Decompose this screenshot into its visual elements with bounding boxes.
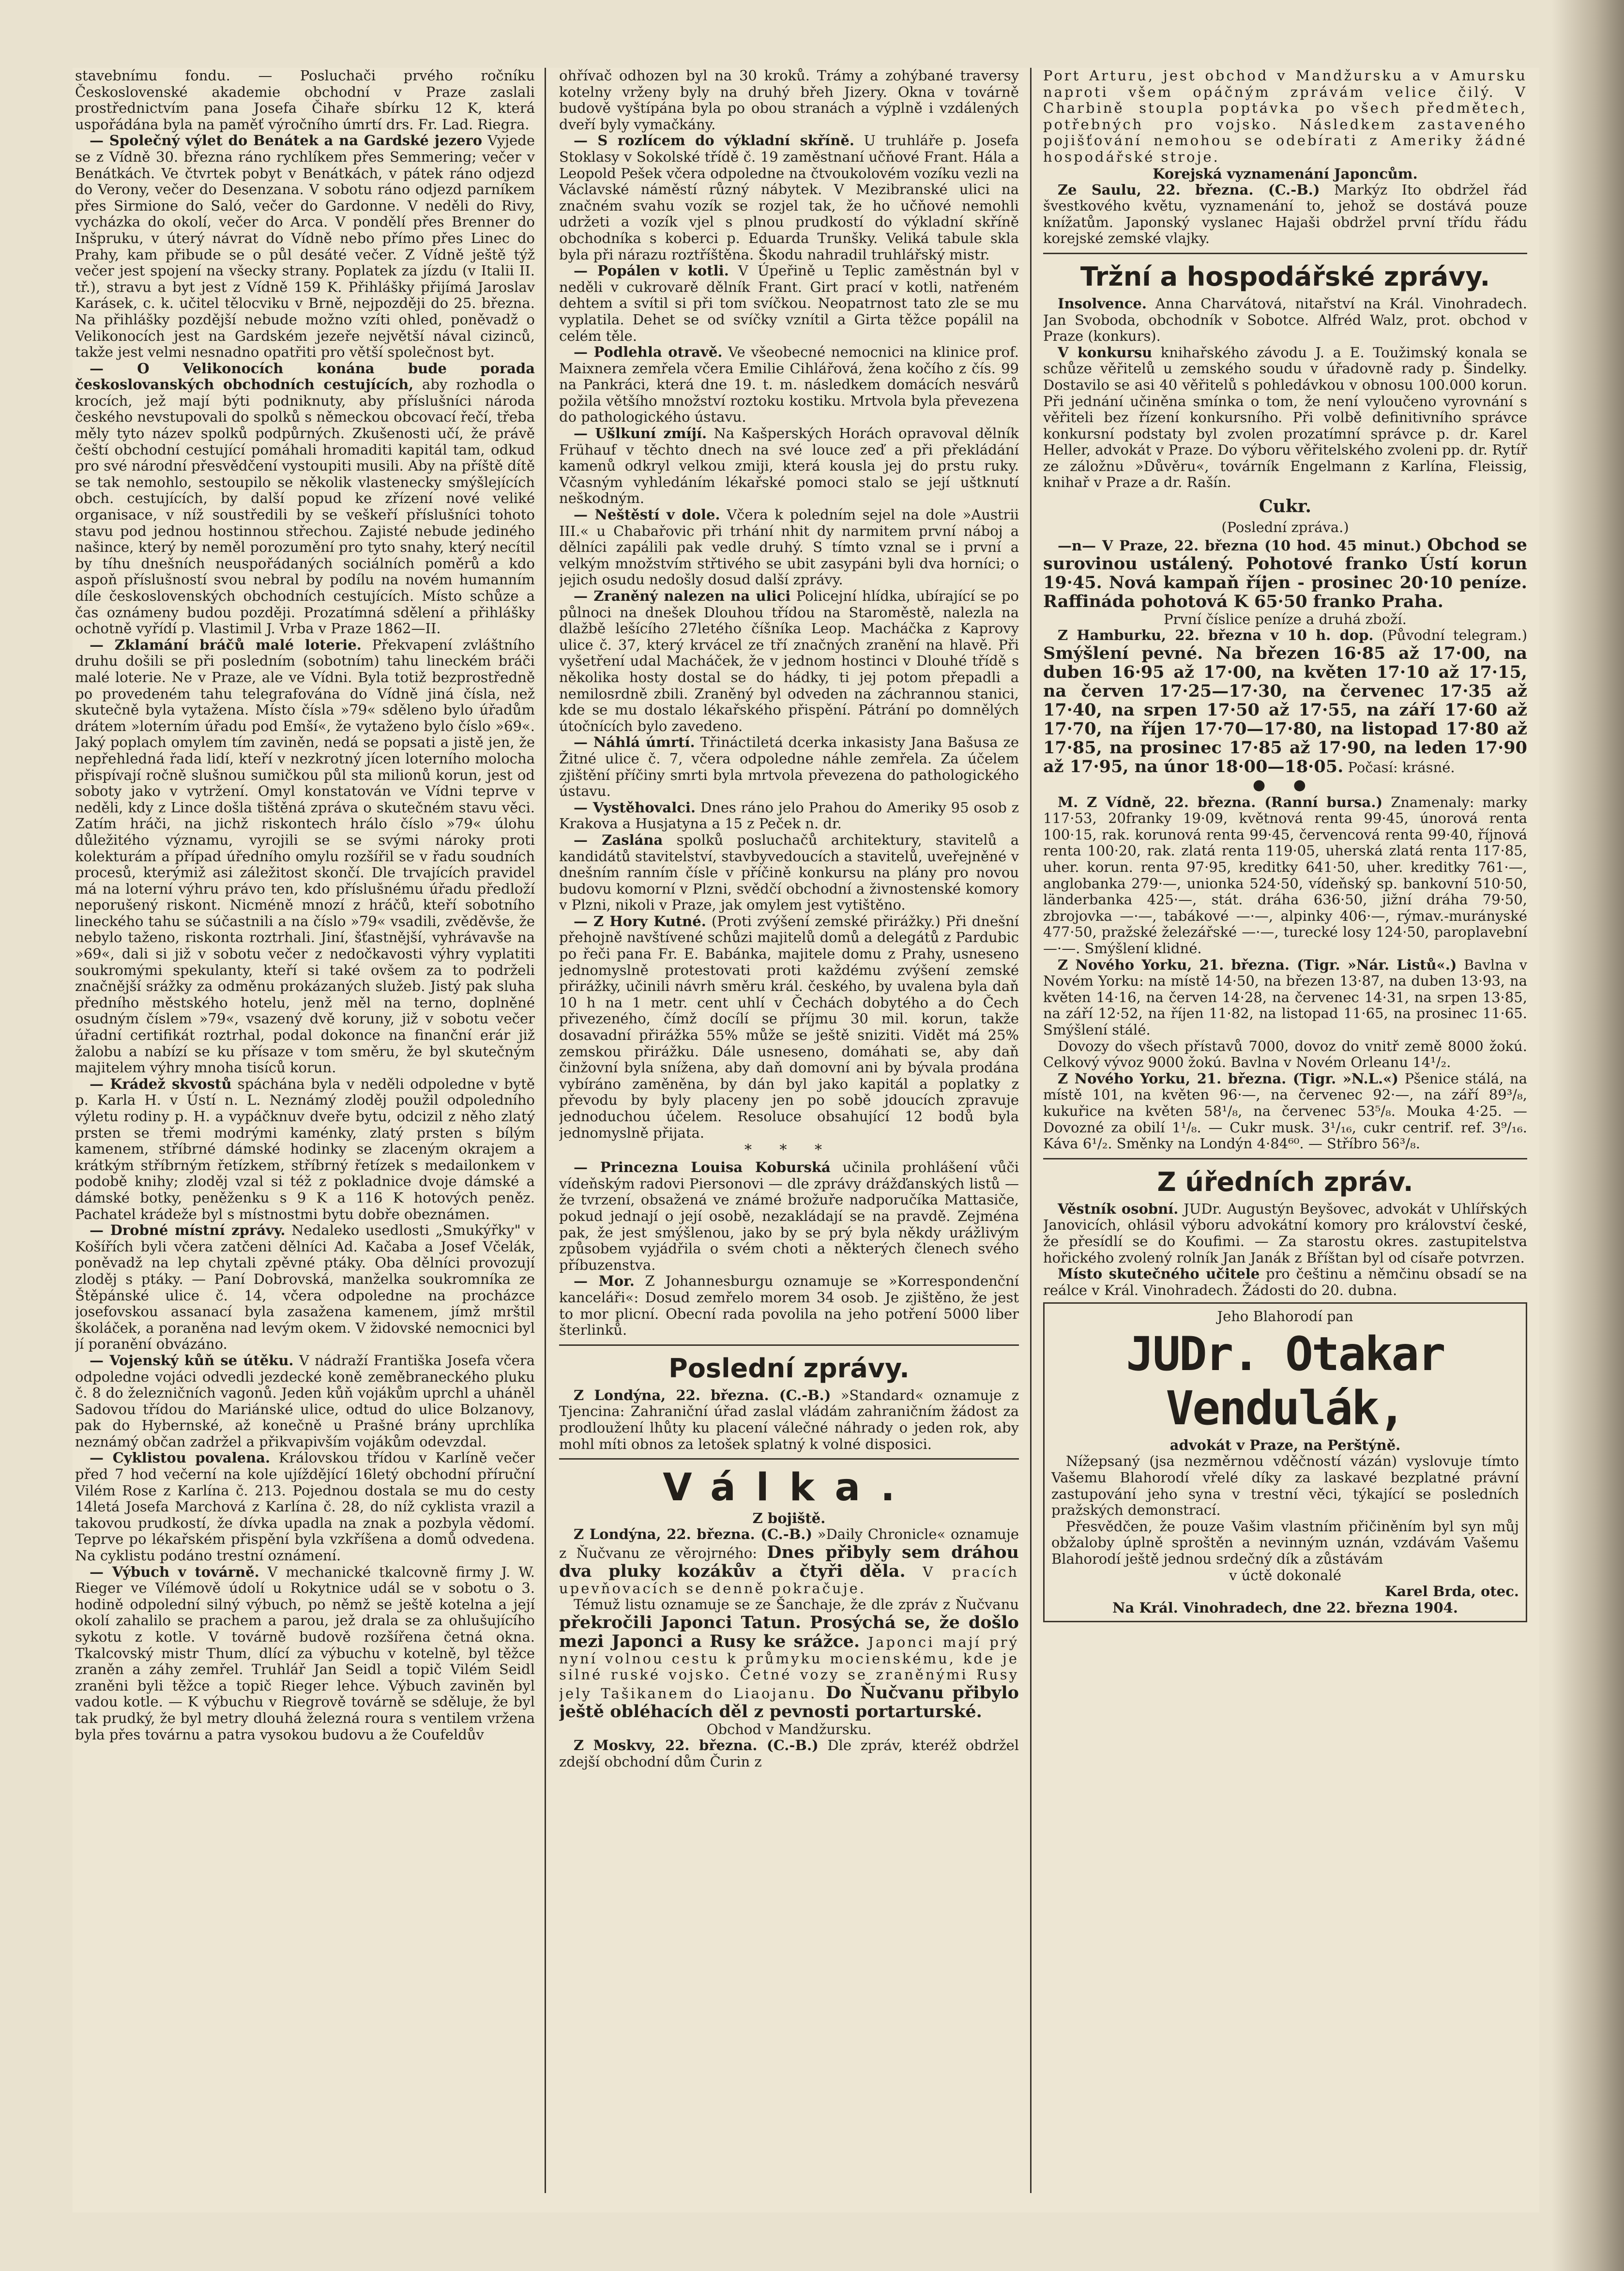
article-text: Dnes ráno jelo Prahou do Ameriky 95 osob z Krakova a Husjatyna a 15 z Peček n. dr. bbox=[559, 799, 1019, 832]
article-princess bbox=[559, 1159, 1019, 1273]
article-explosion-cont: ohřívač odhozen byl na 30 kroků. Trámy a zohýbané traversy kotelny vrženy byly na druhý břeh Jizery. Okna v továrně budově vyštípána byla po obou stranách a výplně i vzdálených dveří byly vymačkány. bbox=[559, 68, 1019, 133]
article-bold-text: Do Ňučvanu přibylo ještě obléhacích děl z pevnosti portarturské. bbox=[559, 1683, 1019, 1722]
article-kutna-hora bbox=[559, 914, 1019, 1141]
article-text: V nádraží Františka Josefa včera odpoledne vojáci odvedli jezdecké koně zeměbraneckého pluku č. 8 do železničních vagonů. Jeden kůň vojákům uprchl a uháněl Sadovou třídou do Mariánské ulice, odtud do ulice Bolzanovy, pak do Hybernské, až konečně u Prašné brány uprchlíka neznámý občan zadržel a přikvapivším vojákům odevzdal. bbox=[75, 1352, 535, 1450]
section-heading-war: Válka. bbox=[663, 1466, 915, 1510]
article-text: aby rozhodla o krocích, jež mají býti podniknuty, aby příslušníci národa českého nevstupovali do spolků s německou obcovací řečí, třeba měly tyto název spolků podpůrných. Zkušenosti učí, že právě čeští obchodní cestující pomáhali hromaditi kapitál tam, odkud pro své národní přesvědčení vystoupiti musili. Aby na příště dítě se tak nemohlo, sestoupilo se několik vlastenecky smýšlejících obch. cestujících, by další popud ke zřízení nové veliké organisace, v níž soustředili by se veškeří příslušníci tohoto stavu pod jednou hostinnou střechou. Zajisté nebude jediného našince, který by neměl porozumění pro tyto snahy, který necítil by tíhu dnešních neuspořádaných sociálních poměrů a kdo aspoň příslušností svou nebral by podílu na novém humanním díle československých obchodních cestujících. Místo schůze a čas oznámeny budou později. Prozatímná sdělení a přihlášky ochotně vyřídí p. Vlastimil J. Vrba v Praze 1862—II. bbox=[75, 376, 535, 637]
article-war-shanghai bbox=[559, 1597, 1019, 1721]
article-heading: — Společný výlet do Benátek a na Gardské jezero bbox=[90, 132, 483, 149]
article-heading: — O Velikonocích konána bude porada českoslovanských obchodních cestujících, bbox=[75, 360, 535, 393]
article-local-news bbox=[75, 1222, 535, 1353]
ad-body-1: Nížepsaný (jsa nezměrnou vděčností vázán) vyslovuje tímto Vašemu Blahorodí vřelé díky za laskavé bezplatné právní zastupování jeho syna v trestní věci, týkající se posledních pražských demonstrací. bbox=[1051, 1453, 1519, 1519]
article-personal bbox=[1043, 1201, 1527, 1266]
article-insolvency bbox=[1043, 296, 1527, 345]
article-text: Vyjede se z Vídně 30. března ráno rychlíkem přes Semmering; večer v Benátkách. Ve čtvrtek pobyt v Benátkách, v pátek ráno odjezd do Verony, večer do Desenzana. V sobotu ráno odjezd parníkem přes Sirmione do Saló, večer do Gardonne. V neděli do Rivy, vycházka do okolí, večer do Arca. V pondělí přes Brenner do Inšpruku, v úterý návrat do Vídně nebo přímo přes Linec do Prahy, kam přibude se o půl desáté večer. Z Vídně ještě týž večer jest spojení na všecky strany. Poplatek za jízdu (v Italii II. tř.), stravu a byt jest z Vídně 159 K. Přihlášky přijímá Jaroslav Karásek, c. k. učitel tělocviku v Brně, nejpozději do 25. března. Na přihlášky pozdější nebude možno vzíti ohled, poněvadž o Velikonocích jest na Gardském jezeře největší nával cizinců, takže jest velmi nesnadno opatřiti pro větší společnost byt. bbox=[75, 132, 535, 361]
divider bbox=[559, 1458, 1019, 1460]
article-bold-text: Dnes přibyly sem dráhou dva pluky kozákův a čtyři děla. bbox=[559, 1542, 1019, 1581]
article-text: »Standard« oznamuje z Tjencina: Zahraniční úřad zaslal vládám zahraničním žádost za prodloužení lhůty ku placení válečné náhrady o jeden rok, aby mohl míti obnos za letošek splatný k volné disposici. bbox=[559, 1387, 1019, 1452]
article-text: učinila prohlášení vůči vídeňským radovi Piersonovi — dle zprávy drážďanských listů — že tvrzení, obsažená ve známé brožuře nadporučíka Mattasiče, pokud jednají o její osobě, nezakládají se na pravdě. Zejména pak, že jest smýšlenou, jako by se prý byla někdy urážlivým způsobem vyjádřila o svém choti a některých členech svého příbuzenstva. bbox=[559, 1159, 1019, 1273]
column-2 bbox=[559, 68, 1019, 2193]
article-boiler bbox=[559, 263, 1019, 344]
article-text: Znamenaly: marky 117·53, 20franky 19·09, květnová renta 99·45, únorová renta 100·15, rak. korunová renta 99·45, červencová renta 99·40, říjnová renta 100·20, rak. zlatá renta 119·05, uherská zlatá renta 117·85, uher. korun. renta 97·95, kreditky 641·50, uher. kreditky 761·—, anglobanka 279·—, unionka 524·50, vídeňský sp. bankovní 510·50, länderbanka 425·—, stát. dráha 636·50, jižní dráha 79·50, zbrojovka —·—, tabákové —·—, alpinky 406·—, rýmav.-murányské 477·50, pražské železářské —·—, turecké losy 124·50, paroplavební —·—. Smýšlení klidné. bbox=[1043, 793, 1527, 957]
article-viper bbox=[559, 426, 1019, 507]
article-text: spáchána byla v neděli odpoledne v bytě p. Karla H. v Ústí n. L. Neznámý zloděj použil odpoledního výletu rodiny p. H. a vypáčknuv dveře bytu, odcizil z něho zlatý prsten se třemi modrými kaménky, zlatý prsten s bílým kamenem, stříbrné dámské hodinky se zlaceným okrajem a krátkým stříbrným řetízkem, stříbrný řetízek s medailonkem v podobě knihy; zloděj vzal si též z pokladnice dvoje dámské a dámské botky, peněženku s 9 K a 116 K hotových peněz. Pachatel krádeže byl s místnostmi bytu dobře obeznámen. bbox=[75, 1075, 535, 1222]
ad-address-text: advokát v Praze, na Perštýně. bbox=[1169, 1436, 1401, 1453]
page-edge-shadow bbox=[1551, 0, 1624, 2271]
dateline: Z Londýna, 22. března. (C.-B.) bbox=[574, 1526, 813, 1543]
subheading-manchuria: Obchod v Mandžursku. bbox=[706, 1721, 872, 1738]
dateline: Z Nového Yorku, 21. března. (Tigr. »Nár. Listů«.) bbox=[1058, 956, 1457, 973]
article-text: V mechanické tkalcovně firmy J. W. Rieger ve Vílémově údolí u Rokytnice udál se v sobotu o 3. hodině odpolední silný výbuch, po němž se ještě kotelna a její okolí zahalilo se prachem a parou, jež drala se za ohlušujícího sykotu z kotle. V továrně budově rozšířena četná okna. Tkalcovský mistr Thum, dlící za výbuchu v kotelně, byl těžce zraněn a záhy zemřel. Truhlář Jan Seidl a topič Vilém Seidl zraněni byli těžce a topič Rieger lehce. Výbuch zaviněn byl vadou kotle. — K výbuchu v Riegrově továrně se sděluje, že byl tak prudký, že byl metry dlouhá železná roura s ventilem vržena byla přes továrnu a patra vysokou budovu a že Coufeldův bbox=[75, 1563, 535, 1743]
article-mine bbox=[559, 507, 1019, 588]
article-bold-text: Obchod se surovinou ustálený. Pohotové franko Ústí korun 19·45. Nová kampaň říjen - prosinec 20·10 peníze. Raffináda pohotová K 65·50 franko Praha. bbox=[1043, 535, 1527, 612]
article-heading: — Drobné místní zprávy. bbox=[90, 1222, 286, 1239]
section-separator: * * * bbox=[744, 1142, 834, 1159]
article-sudden-death bbox=[559, 734, 1019, 799]
ad-signature bbox=[1051, 1584, 1519, 1600]
article-heading: — Princezna Louisa Koburská bbox=[574, 1159, 831, 1176]
newspaper-page bbox=[73, 68, 1539, 2212]
article-text: Na Kašperských Horách opravoval dělník Frühauf v těchto dnech na své louce zeď a při překládání kamenů odkryl velkou zmiji, která kousla jej do prstu ruky. Včasným vyhledáním lékařské pomoci stalo se její uštknutí neškodným. bbox=[559, 425, 1019, 507]
article-fund: stavebnímu fondu. — Posluchači prvého ročníku Československé akademie obchodní v Praze zaslali prostřednictvím pana Josefa Čihaře sbírku 12 K, která uspořádána byla na paměť výročního úmrtí drs. Fr. Lad. Riegra. bbox=[75, 68, 535, 133]
article-lottery bbox=[75, 637, 535, 1076]
article-text: Bavlna v Novém Yorku: na místě 14·50, na březen 13·87, na duben 13·93, na květen 14·16, na červen 14·28, na červenec 14·31, na srpen 13·85, na září 12·52, na říjen 11·82, na listopad 11·65, na prosinec 11·65. Smýšlení stálé. bbox=[1043, 956, 1527, 1038]
article-shop-window bbox=[559, 133, 1019, 263]
dateline: —n— V Praze, 22. března (10 hod. 45 minut.) bbox=[1058, 537, 1422, 554]
article-text: Anna Charvátová, nitařství na Král. Vinohradech. Jan Svoboda, obchodník v Sobotce. Alfréd Walz, prot. obchod v Praze (konkurs). bbox=[1043, 295, 1527, 345]
section-separator: ● ● bbox=[1253, 776, 1318, 793]
article-hamburg bbox=[1043, 627, 1527, 776]
article-travellers bbox=[75, 361, 535, 637]
subheading-text: Z bojiště. bbox=[752, 1510, 826, 1527]
article-heading: — Zaslána bbox=[574, 831, 663, 848]
article-heading: — Náhlá úmrtí. bbox=[574, 734, 695, 751]
article-text: Královskou třídou v Karlíně večer před 7 hod večerní na kole ujíždějící 16letý obchodní příruční Vilém Rose z Karlína č. 213. Pojednou dostala se mu do cesty 14letá Josefa Marchová z Karlína č. 28, do níž cyklista vrazil a takovou prudkostí, že dívka upadla na znak a pozbyla vědomí. Teprve po lékařském přispění byla vzkříšena a domů odvedena. Na cyklistu podáno trestní oznámení. bbox=[75, 1449, 535, 1564]
article-spaced-text: V pracích upevňovacích se denně pokračuje. bbox=[559, 1563, 1019, 1597]
ad-lawyer-address bbox=[1051, 1437, 1519, 1454]
article-text: pro češtinu a němčinu obsadí se na reálce v Král. Vinohradech. Žádosti do 20. dubna. bbox=[1043, 1265, 1527, 1298]
article-text: JUDr. Augustýn Beyšovec, advokát v Uhlířských Janovicích, ohlásil výboru advokátní komory pro království české, že přesídlí se do Koufimi. — Za starostu okres. zastupitelstva hořického zvolený rolník Jan Janák z Bříštan byl od císaře potvrzen. bbox=[1043, 1200, 1527, 1266]
war-subheading bbox=[559, 1510, 1019, 1526]
article-text: V Úpeřině u Teplic zaměstnán byl v neděli v cukrovarě dělník Frant. Girt prací v kotli, natřeném dehtem a svítil si při tom svíčkou. Neopatrnost tato zle se mu vyplatila. Dehet se od svíčky vznítil a Girta těžce popálil na celém těle. bbox=[559, 262, 1019, 344]
article-heading: — Vystěhovalci. bbox=[574, 799, 696, 816]
article-text: Počasí: krásné. bbox=[1343, 759, 1455, 776]
article-imports: Dovozy do všech přístavů 7000, dovoz do vnitř země 8000 žokú. Celkový vývoz 9000 žokú. Bavlna v Novém Orleanu 14¹/₂. bbox=[1043, 1037, 1527, 1071]
dateline: Z Nového Yorku, 21. března. (Tigr. »N.L.«) bbox=[1058, 1070, 1399, 1087]
article-bankruptcy bbox=[1043, 345, 1527, 491]
ad-date bbox=[1051, 1600, 1519, 1616]
article-text: »Daily Chronicle« oznamuje z Ňučvanu ze věrojrného: bbox=[559, 1526, 1019, 1561]
article-vienna-bourse bbox=[1043, 794, 1527, 957]
article-spaced-text: Japonci mají prý nyní volnou cestu k průmyku mocienskému, kde je silné ruské vojsko. Četné vozy se zraněnými Rusy jely Tašikanem do Liaojanu. bbox=[559, 1633, 1019, 1702]
article-heading: — Ušlkuní zmíjí. bbox=[574, 425, 707, 442]
article-emigrants bbox=[559, 800, 1019, 832]
article-bold-text: překročili Japonci Tatun. Prosýchá se, že došlo mezi Japonci a Rusy ke srážce. bbox=[559, 1612, 1019, 1651]
article-port-arthur: Port Arturu, jest obchod v Mandžursku a v Amursku naproti všem opáčným zprávám velice čilý. V Charbině stoupla poptávka po všech předmětech, potřebných pro vojsko. Následkem zastaveného pojišťování nemohou se odebírati z Ameriky žádné hospodářské stroje. bbox=[1043, 68, 1527, 165]
subheading-sugar-note: (Poslední zpráva.) bbox=[1221, 519, 1349, 536]
column-1 bbox=[75, 68, 535, 2193]
article-text: Třináctiletá dcerka inkasisty Jana Bašusa ze Žitné ulice č. 7, včera odpoledne náhle zemřela. Za účelem zjištění příčiny smrti byla mrtvola převezena do pathologického ústavu. bbox=[559, 734, 1019, 800]
article-text: Témuž listu oznamuje se ze Šanchaje, že dle zpráv z Ňučvanu bbox=[574, 1596, 1019, 1613]
dateline: Ze Saulu, 22. března. (C.-B.) bbox=[1058, 181, 1320, 198]
divider bbox=[1043, 1158, 1527, 1159]
article-text: (Proti zvýšení zemské přirážky.) Při dnešní přehojně navštívené schůzi majitelů domů a delegátů z Pardubic po řeči pana Fr. E. Babánka, majitele domu z Prahy, usneseno jednomyslně protestovati proti každému zvýšení zemské přirážky, učinili návrh směru král. českého, by uvalena byla daň 10 h na 1 metr. cent uhlí v Čechách dobytého a do Čech přivezeného, čímž docílí se příjmu 30 mil. korun, takže dosavadní přirážka 55% může se ještě sniziti. Vidět má 25% zemskou přirážku. Dále usneseno, domáhati se, aby daň činžovní byla snížena, aby daň domovní ani by bývala prodána vybíráno zaměněna, by dán byl jako kapitál a poplatky z převodu by byly placeny jen po sobě jdoucích zpravuje jednoduchou účelem. Resoluce obsahující 12 bodů byla jednomyslně přijata. bbox=[559, 913, 1019, 1141]
article-text: knihařského závodu J. a E. Toužimský konala se schůze věřitelů u zemského soudu v úřadovně rady p. Šindelky. Dostavilo se asi 40 věřitelů s pohledávkou v obnosu 100.000 korun. Při jednání učiněna smínka o tom, že není vyloučeno vyrovnání s věřiteli bez řízení konkursního. Při volbě definitivního správce konkursní podstaty byl zvolen prozatímní správce p. dr. Karel Heller, advokát v Praze. Do výboru věřitelského zvoleni pp. dr. Rytíř ze záložnu »Důvěru«, továrník Engelmann z Karlína, Fleissig, knihař v Praze a dr. Rašín. bbox=[1043, 344, 1527, 491]
article-bold-text: Smýšlení pevné. Na březen 16·85 až 17·00, na duben 16·95 až 17·00, na květen 17·10 až 17·15, na červen 17·25—17·30, na červenec 17·35 až 17·40, na srpen 17·50 až 17·55, na září 17·60 až 17·70, na říjen 17·70—17·80, na listopad 17·80 až 17·85, na prosinec 17·85 až 17·90, na leden 17·90 až 17·95, na únor 18·00—18·05. bbox=[1043, 643, 1527, 777]
ad-salutation: Jeho Blahorodí pan bbox=[1217, 1308, 1353, 1325]
article-text: Nedaleko usedlosti „Smukýřky" v Košířích byli včera zatčeni dělníci Ad. Kačaba a Josef Včelák, poněvadž na lep chytali zpěvné ptáky. Oba dělníci provozují zloděj s ptáky. — Paní Dobrovská, manželka soukromníka ze Štěpánské ulice č. 14, včera odpoledne na procházce josefovskou assanací byla zasažena kamenem, jímž mrštil školáček, a poraněna nad levým okem. V židovské nemocnici byl jí poranění obvázáno. bbox=[75, 1222, 535, 1353]
article-new-york-wheat bbox=[1043, 1071, 1527, 1152]
article-moscow bbox=[559, 1738, 1019, 1770]
article-heading: — Podlehla otravě. bbox=[574, 344, 723, 361]
ad-closing: v úctě dokonalé bbox=[1229, 1567, 1341, 1584]
article-heading: — Zraněný nalezen na ulici bbox=[574, 588, 791, 604]
article-text: U truhláře p. Josefa Stoklasy v Sokolské třídě č. 19 zaměstnaní učňové Frant. Hála a Leopold Pešek včera odpoledne na čtvoukolovém vozíku vezli na Václavské náměstí různý nábytek. V Mezibranské ulici na značném svahu vozík se rozjel tak, že ho učňové nemohli udržeti a vozík vjel s plnou prudkostí do výkladní skříně obchodníka s koberci p. Eduarda Trunšky. Veliká tabule skla byla při nárazu roztříštěna. Škodu nahradil truhlářský mistr. bbox=[559, 132, 1019, 263]
divider bbox=[559, 1344, 1019, 1346]
article-london bbox=[559, 1387, 1019, 1452]
article-heading: — Popálen v kotli. bbox=[574, 262, 729, 279]
ad-signature-text: Karel Brda, otec. bbox=[1385, 1583, 1519, 1600]
article-cyclist bbox=[75, 1450, 535, 1564]
column-divider-2 bbox=[1030, 68, 1032, 2193]
article-heading: — Výbuch v továrně. bbox=[90, 1563, 259, 1580]
article-heading: — Krádež skvostů bbox=[90, 1075, 232, 1092]
article-heading: — Neštěstí v dole. bbox=[574, 506, 720, 523]
ad-date-text: Na Král. Vinohradech, dne 22. března 1904. bbox=[1112, 1599, 1458, 1616]
dateline: M. Z Vídně, 22. března. (Ranní bursa.) bbox=[1058, 793, 1383, 810]
article-trip bbox=[75, 133, 535, 360]
article-heading: — S rozlícem do výkladní skříně. bbox=[574, 132, 854, 149]
article-plague bbox=[559, 1273, 1019, 1338]
article-heading: — Z Hory Kutné. bbox=[574, 913, 706, 930]
dateline: Z Moskvy, 22. března. (C.-B.) bbox=[574, 1737, 819, 1754]
subheading-korea bbox=[1043, 166, 1527, 182]
article-text: Překvapení zvláštního druhu došili se při posledním (sobotním) tahu lineckém bráči malé loterie. Ne v Praze, ale ve Vídni. Byla totiž bezprostředně po provedeném tahu telegrafována do Vídně jiná čísla, než skutečně byla vytažena. Místo čísla »79« sděleno bylo úřadům drátem »loterním úřadu pod Emší«, že vytaženo bylo číslo »69«. Jaký poplach omylem tím zaviněn, nedá se popsati a jistě jen, že nepřehledná řada lidí, kteří v nezkrotný jícen loterního molocha přispívají ročně slušnou sumičkou půl sta milionů korun, jest od soboty jako v vytržení. Omyl konstatován ve Vídni teprve v neděli, kdy z Lince došla tištěná zpráva o skutečném stavu věci. Zatím hráči, na jichž riskontech hrálo číslo »79« úlohu důležitého významu, vyrojili se se svými nároky proti kolekturám a případ úředního omylu rozšířil se v řadu soudních procesů, kterýmiž asi záležitost skončí. Dle trvajících pravidel má na loterní výhru právo ten, kdo příslušnému úřadu předloží neporušený riskont. Nicméně mnozí z hráčů, kteří sobotního lineckého tahu se súčastnili a na číslo »79« vsadili, zvěděvše, že nebylo taženo, riskonta roztrhali. Jiní, šťastnější, vyhrávavše na »69«, dali si již v sobotu večer z nedočkavosti výhry vyplatiti soukromými spekulanty, kteří si také ovšem za to podrželi značnější srážky za odměnu prokázaných služeb. Jistý pak sluha předního městského hotelu, jenž měl na terno, doplněné osudným číslem »79«, vsazený dvě koruny, již v sobotu večer úřadní certifikát roztrhal, podal dokonce na finanční erár již žalobu a nabízí se ku přísaze v tom směru, že byl skutečným majitelem výhry mnoha tisíců korun. bbox=[75, 636, 535, 1076]
article-new-york-cotton bbox=[1043, 957, 1527, 1038]
article-text: (Původní telegram.) bbox=[1381, 627, 1527, 644]
article-explosion bbox=[75, 1564, 535, 1743]
article-poisoning bbox=[559, 344, 1019, 426]
article-text: Markýz Ito obdržel řád švestkového květu, vyznamenání to, jehož se dostává pouze knížatům. Japonský vyslanec Hajaši obdržel první třídu řádu korejské zemské vlajky. bbox=[1043, 181, 1527, 247]
column-3 bbox=[1043, 68, 1527, 2193]
advertisement-thanks bbox=[1043, 1302, 1527, 1622]
article-correction bbox=[559, 832, 1019, 914]
article-seoul bbox=[1043, 182, 1527, 247]
article-text: Ve všeobecné nemocnici na klinice prof. Maixnera zemřela včera Emilie Cihlářová, žena kočího z čís. 99 na Pankráci, která dne 19. t. m. následkem domácích nesvárů požila většího množství roztoku kostiku. Mrtvola byla převezena do pathologického ústavu. bbox=[559, 344, 1019, 426]
dateline: Z Hamburku, 22. března v 10 h. dop. bbox=[1058, 627, 1374, 644]
section-heading-official: Z úředních zpráv. bbox=[1157, 1166, 1413, 1197]
article-text: Dle zpráv, kteréž obdržel zdejší obchodní dům Čurin z bbox=[559, 1737, 1019, 1770]
article-heading: — Mor. bbox=[574, 1273, 635, 1290]
article-heading: — Zklamání bráčů malé loterie. bbox=[90, 636, 362, 653]
article-text: Včera k poledním sejel na dole »Austrii III.« u Chabařovic při trhání nhit dy narmitem první náboj a dělníci zapálili pak vedle druhý. S tímto vznal se i první a velkým množstvím střtivého se ubit zasypáni byli dva horníci; o jejich osudu nedošly dosud další zprávy. bbox=[559, 506, 1019, 588]
article-text: Z Johannesburgu oznamuje se »Korrespondenční kanceláři«: Dosud zemřelo morem 34 osob. Je zjištěno, že jest to mor plicní. Obecní rada povolila na jeho potření 5000 liber šterlinků. bbox=[559, 1273, 1019, 1339]
article-theft bbox=[75, 1076, 535, 1222]
article-text: Policejní hlídka, ubírající se po půlnoci na dnešek Dlouhou třídou na Staroměstě, nalezla na dlažbě lešícího 27letého číšníka Leop. Macháčka z Kaprovy ulice č. 37, který krvácel ze tří značných zranění na hlavě. Při vyšetření udal Macháček, že v jednom hostinci v Dlouhé třídě s několika hosty dostal se do hádky, ti jej potom přepadli a nemilosrdně zbili. Zraněný byl odveden na záchrannou stanici, kde se mu dostalo lékařského přispění. Pátrání po domnělých útočnících bylo zavedeno. bbox=[559, 588, 1019, 734]
divider bbox=[1043, 253, 1527, 254]
article-text: spolků posluchačů architektury, stavitelů a kandidátů stavitelství, stavbyvedoucích a stavitelů, uveřejněné v dnešním ranním čísle v příčině konkursu na plány pro novou budovu komorní v Plzni, svědčí obchodní a živnostenské komory v Plzni, nikoli v Praze, jak omylem jest vytištěno. bbox=[559, 831, 1019, 914]
price-note: První číslice peníze a druhá zboží. bbox=[1164, 611, 1407, 628]
subheading-text: Korejská vyznamenání Japoncům. bbox=[1153, 165, 1418, 182]
article-teacher bbox=[1043, 1266, 1527, 1298]
dateline: Z Londýna, 22. března. (C.-B.) bbox=[574, 1387, 831, 1403]
article-text: Pšenice stálá, na místě 101, na květen 96·—, na červenec 92·—, na září 89³/₈, kukuřice na květen 58¹/₈, na červenec 53⁵/₈. Mouka 4·25. — Dovozné za obilí 1¹/₈. — Cukr musk. 3¹/₁₆, cukr centrif. ref. 3⁹/₁₆. Káva 6¹/₂. Směnky na Londýn 4·84⁶⁰. — Stříbro 56³/₈. bbox=[1043, 1070, 1527, 1152]
article-heading: Místo skutečného učitele bbox=[1058, 1265, 1260, 1282]
ad-body-2: Přesvědčen, že pouze Vašim vlastním přičiněním byl syn můj obžaloby úplně sproštěn a nevinným uznán, vzdávám Vašemu Blahorodí ještě jednou srdečný dík a zůstávám bbox=[1051, 1518, 1519, 1568]
article-heading: V konkursu bbox=[1058, 344, 1153, 361]
article-heading: — Vojenský kůň se útěku. bbox=[90, 1352, 294, 1369]
section-heading-market: Tržní a hospodářské zprávy. bbox=[1080, 261, 1490, 292]
column-divider-1 bbox=[545, 68, 546, 2193]
article-injured bbox=[559, 588, 1019, 734]
ad-lawyer-name: JUDr. Otakar Vendulák, bbox=[1126, 1326, 1444, 1435]
article-heading: — Cyklistou povalena. bbox=[90, 1449, 271, 1466]
article-heading: Věstník osobní. bbox=[1058, 1200, 1179, 1217]
article-sugar-prague bbox=[1043, 535, 1527, 611]
article-heading: Insolvence. bbox=[1058, 295, 1147, 312]
section-heading-latest: Poslední zprávy. bbox=[668, 1353, 910, 1384]
article-war-london bbox=[559, 1526, 1019, 1597]
subheading-sugar: Cukr. bbox=[1259, 496, 1311, 517]
article-horse bbox=[75, 1353, 535, 1450]
